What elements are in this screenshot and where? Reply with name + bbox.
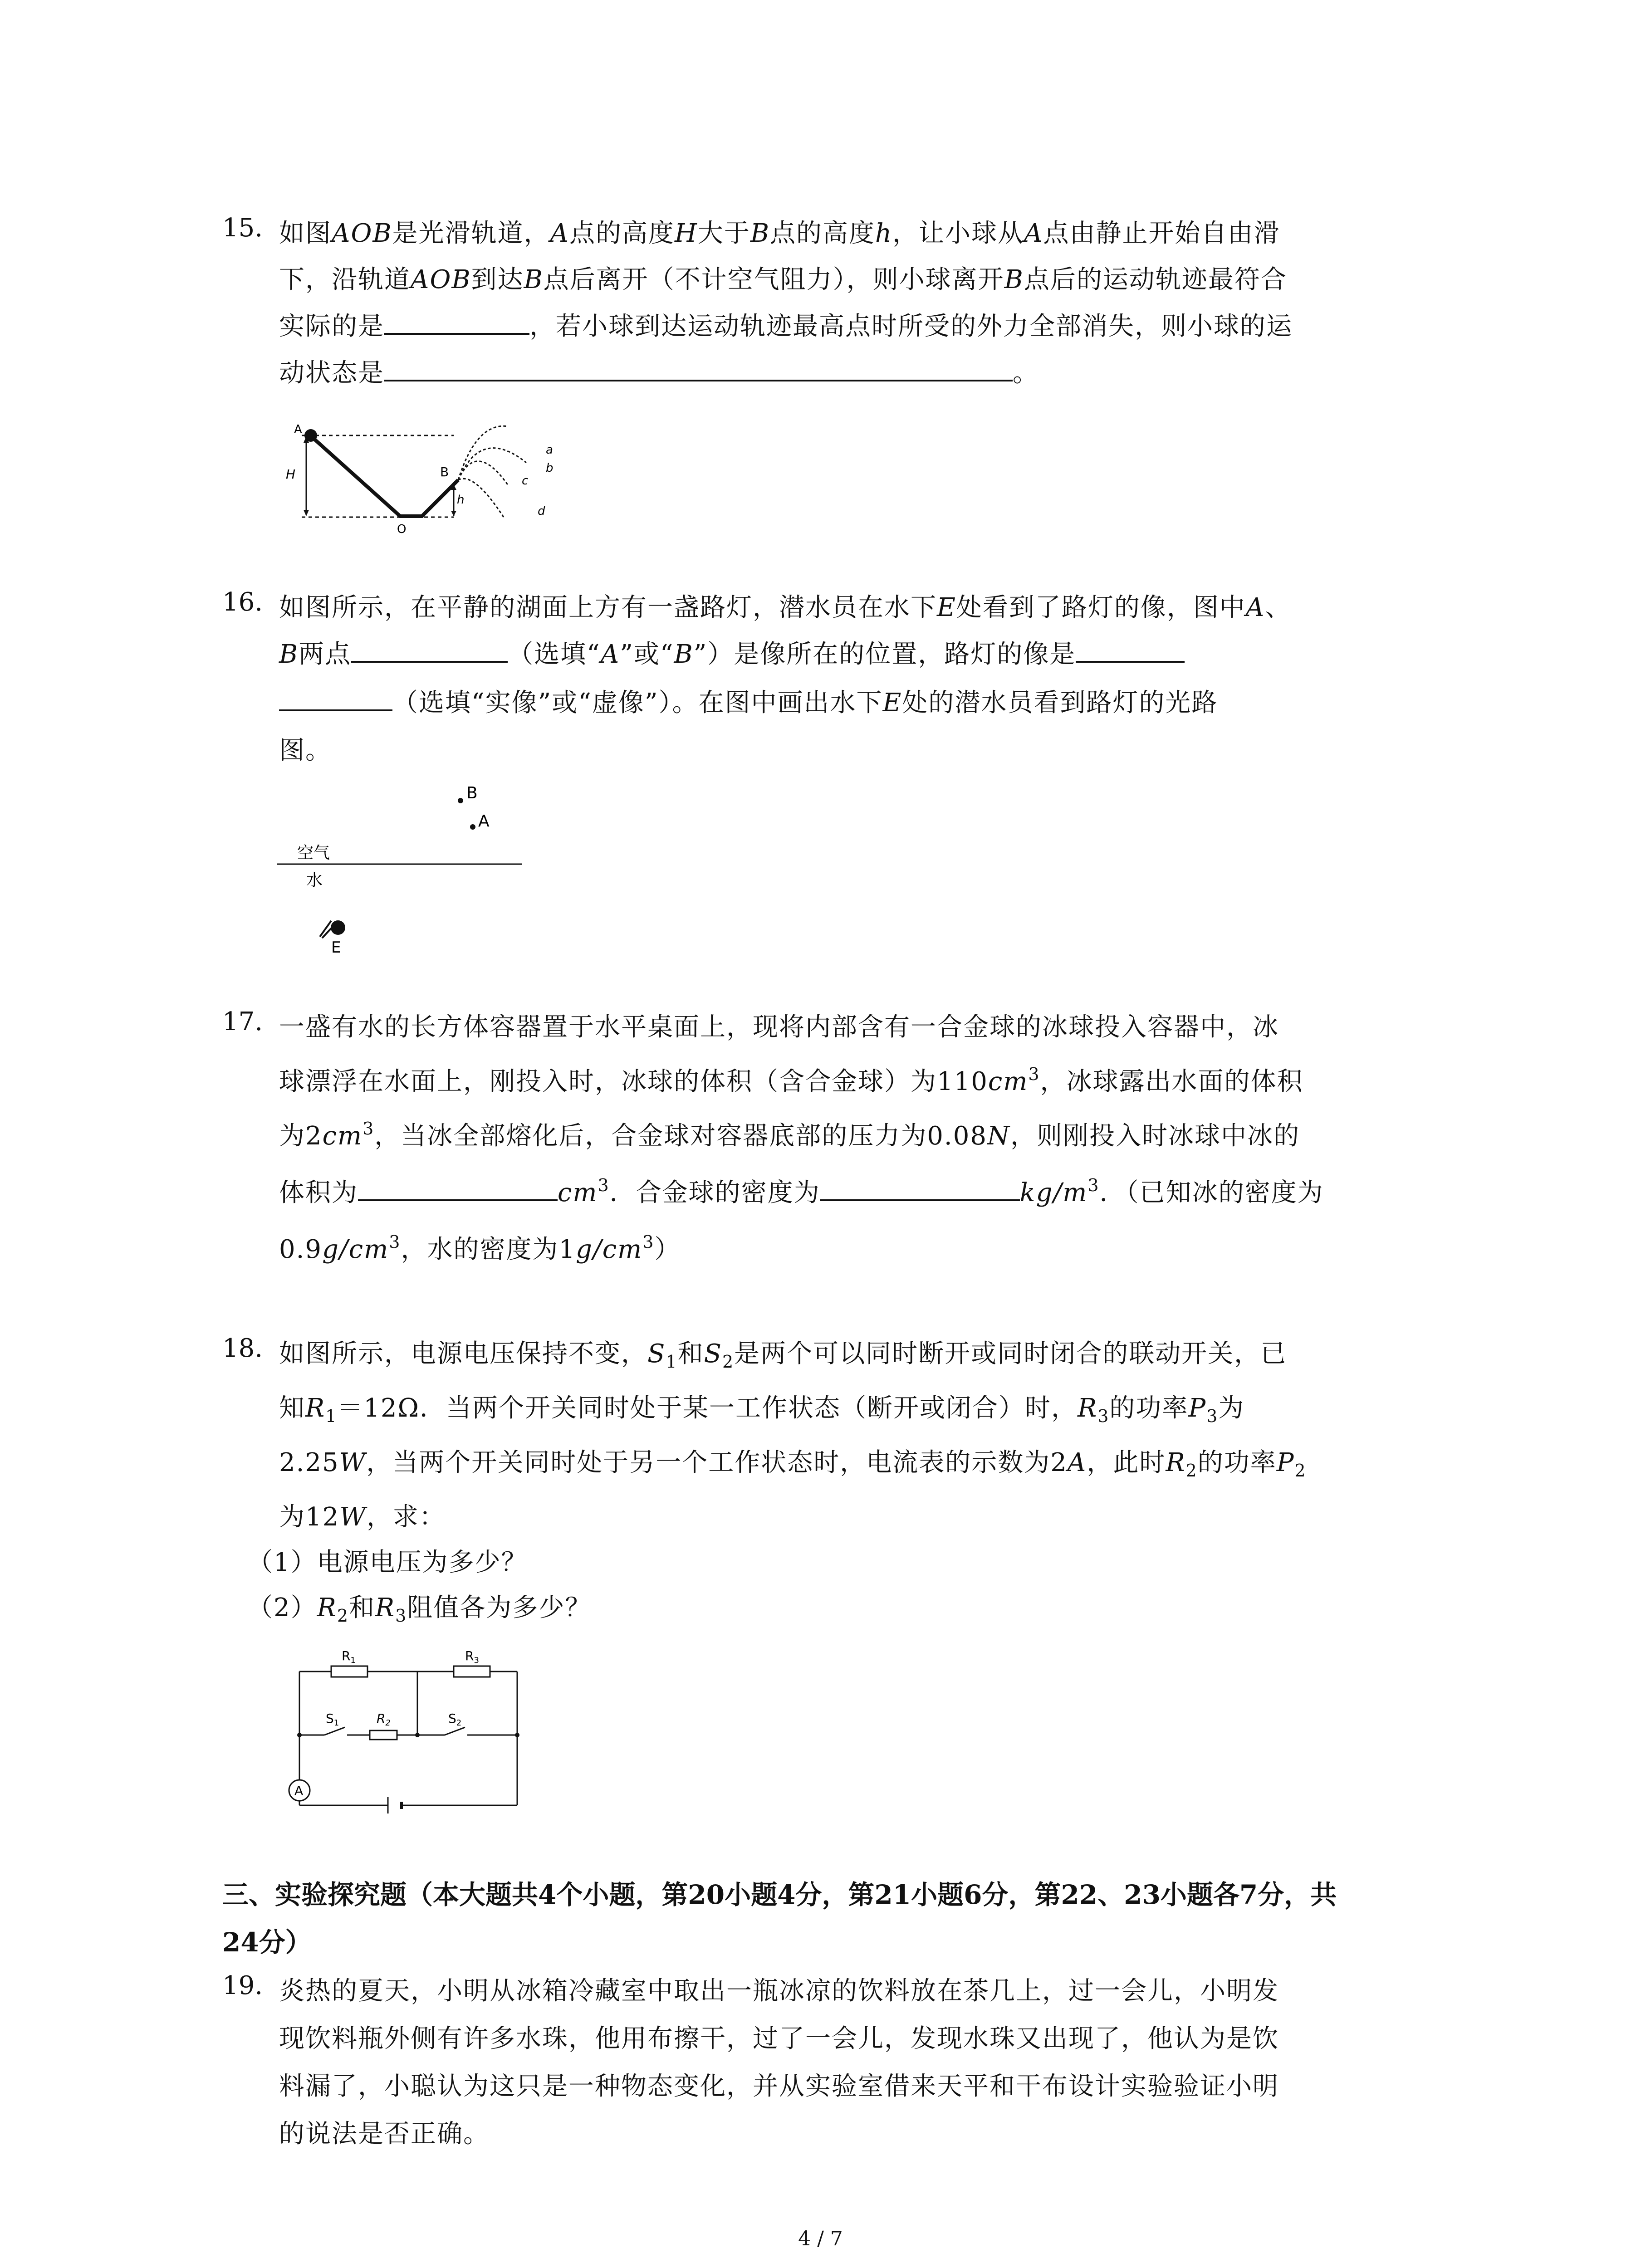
question-text-line: 球漂浮在水面上，刚投入时，冰球的体积（含合金球）为$110cm^3$，冰球露出水面的体积 <box>279 1064 1303 1096</box>
label-s2: $S_2$ <box>448 1711 462 1728</box>
question-text-line: 为$2cm^3$，当冰全部熔化后，合金球对容器底部的压力为0.08N，则刚投入时冰球中冰的 <box>279 1119 1300 1151</box>
question-number: 17. <box>222 1007 263 1036</box>
label-height-h: h <box>457 493 465 507</box>
circuit-diagram <box>272 1633 526 1823</box>
question-text-line: 图。 <box>279 736 332 765</box>
sub-question-1: （1）电源电压为多少？ <box>247 1548 528 1577</box>
question-text-line: 知$R_1=12\Omega$．当两个开关同时处于某一工作状态（断开或闭合）时，$R_3$的功率$P_3$为 <box>279 1393 1245 1426</box>
point-b-dot <box>458 798 463 803</box>
label-a-point: A <box>294 423 302 436</box>
answer-blank[interactable] <box>820 1177 1020 1201</box>
label-e: E <box>331 938 341 957</box>
question-text-line: 为12W，求： <box>279 1502 446 1532</box>
point-a-dot <box>470 824 475 830</box>
question-text-line: 如图所示，电源电压保持不变，$S_1$和$S_2$是两个可以同时断开或同时闭合的联动开关，已 <box>279 1339 1287 1372</box>
label-r3: $R_3$ <box>465 1648 479 1665</box>
label-r2: $R_2$ <box>377 1711 391 1728</box>
question-text-line: 如图AOB是光滑轨道，A点的高度H大于B点的高度h，让小球从A点由静止开始自由滑 <box>279 219 1280 248</box>
answer-blank[interactable] <box>384 310 529 335</box>
label-o-point: O <box>397 523 407 535</box>
question-text-line: 如图所示，在平静的湖面上方有一盏路灯，潜水员在水下E处看到了路灯的像，图中A、 <box>279 593 1292 622</box>
diver-icon <box>320 920 345 938</box>
label-b-point: B <box>440 464 449 479</box>
question-text-line: 一盛有水的长方体容器置于水平桌面上，现将内部含有一合金球的冰球投入容器中，冰 <box>279 1012 1279 1042</box>
label-height-H: H <box>286 467 296 482</box>
lake-diagram <box>277 771 531 962</box>
question-number: 18. <box>222 1334 263 1363</box>
track-diagram <box>281 408 572 535</box>
question-number: 19. <box>222 1971 263 2000</box>
label-r1: $R_1$ <box>342 1648 356 1665</box>
section-title: 三、实验探究题（本大题共4个小题，第20小题4分，第21小题6分，第22、23小题各7分，共 <box>222 1879 1337 1910</box>
question-number: 15. <box>222 213 263 243</box>
sub-question-2: $(2)R_2$和$R_3$阻值各为多少？ <box>247 1593 592 1626</box>
question-text-line: 实际的是 ，若小球到达运动轨迹最高点时所受的外力全部消失，则小球的运 <box>279 306 1293 342</box>
label-path-a: a <box>546 443 553 457</box>
label-path-d: d <box>538 504 545 518</box>
label-path-b: b <box>546 461 554 475</box>
answer-blank[interactable] <box>351 638 508 663</box>
label-a: A <box>478 812 490 831</box>
answer-blank[interactable] <box>1076 638 1185 663</box>
label-air: 空气 <box>297 844 330 862</box>
label-s1: $S_1$ <box>326 1711 339 1728</box>
label-path-c: c <box>522 474 529 488</box>
question-number: 16. <box>222 587 263 617</box>
answer-blank[interactable] <box>384 357 1013 381</box>
section-title-cont: 24分） <box>222 1927 312 1958</box>
question-text-line: 2.25W，当两个开关同时处于另一个工作状态时，电流表的示数为2A，此时$R_2$的功率$P_2$ <box>279 1448 1307 1481</box>
question-text-line: 的说法是否正确。 <box>279 2119 490 2149</box>
question-text-line: 体积为 $cm^3$．合金球的密度为 $kg/m^3$．（已知冰的密度为 <box>279 1175 1324 1207</box>
answer-blank[interactable] <box>358 1177 558 1201</box>
question-text-line: B两点 （选填“A”或“B”）是像所在的位置，路灯的像是 <box>279 634 1185 670</box>
question-text-line: $0.9g/cm^3$，水的密度为$1g/cm^3$） <box>279 1232 681 1264</box>
question-text-line: 动状态是 。 <box>279 353 1039 389</box>
question-text-line: 料漏了，小聪认为这只是一种物态变化，并从实验室借来天平和干布设计实验验证小明 <box>279 2072 1279 2101</box>
answer-blank[interactable] <box>279 687 392 711</box>
label-water: 水 <box>306 871 323 890</box>
page-number: 4 / 7 <box>798 2227 843 2250</box>
ammeter-label: A <box>294 1783 304 1798</box>
label-b: B <box>466 784 478 802</box>
question-text-line: 下，沿轨道AOB到达B点后离开（不计空气阻力），则小球离开B点后的运动轨迹最符合 <box>279 265 1287 294</box>
question-text-line: 炎热的夏天，小明从冰箱冷藏室中取出一瓶冰凉的饮料放在茶几上，过一会儿，小明发 <box>279 1976 1279 2006</box>
question-text-line: 现饮料瓶外侧有许多水珠，他用布擦干，过了一会儿，发现水珠又出现了，他认为是饮 <box>279 2024 1279 2053</box>
question-text-line: （选填“实像”或“虚像”）。在图中画出水下E处的潜水员看到路灯的光路 <box>279 683 1218 719</box>
